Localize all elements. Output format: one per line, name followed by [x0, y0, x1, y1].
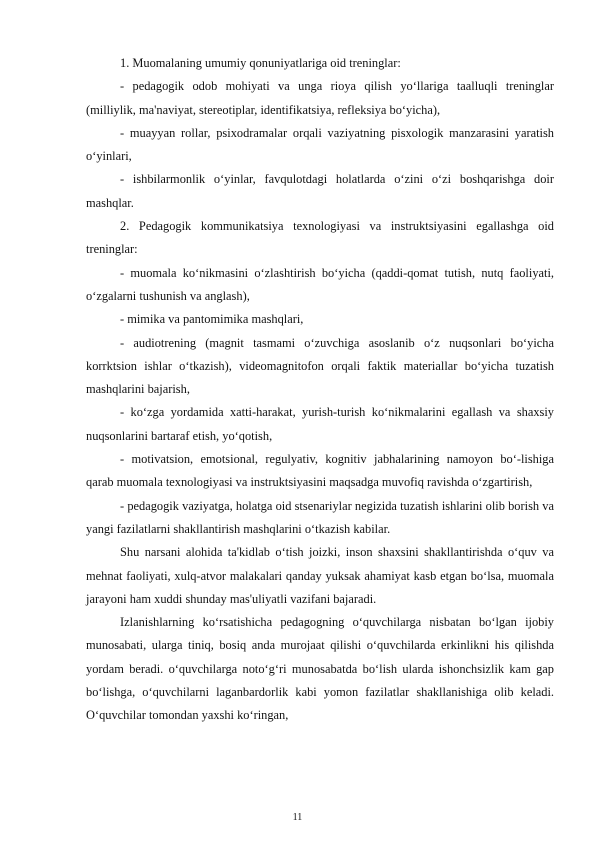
section-heading-1: 1. Muomalaning umumiy qonuniyatlariga oid treninglar:: [120, 56, 401, 70]
list-item: - muayyan rollar, psixodramalar orqali vaziyatning pisxologik manzarasini yaratish o‘yinlari,: [86, 125, 554, 164]
list-item: - muomala ko‘nikmasini o‘zlashtirish bo‘yicha (qaddi-qomat tutish, nutq faoliyati, o‘zgalarni tushunish va anglash),: [86, 265, 554, 303]
list-item: - pedagogik odob mohiyati va unga rioya qilish yo‘llariga taalluqli treninglar (milliylik, ma'naviyat, stereotiplar, identifikatsiya, refleksiya bo‘yicha),: [86, 79, 554, 117]
section-heading-2: 2. Pedagogik kommunikatsiya texnologiyasi va instruktsiyasini egallashga oid treninglar:: [86, 219, 554, 257]
list-item: - motivatsion, emotsional, regulyativ, kognitiv jabhalarining namoyon bo‘-lishiga qarab muomala texnologiyasi va instruktsiyasini maqsadga muvofiq ravishda o‘zgartirish,: [86, 452, 554, 490]
list-item: - ishbilarmonlik o‘yinlar, favqulotdagi holatlarda o‘zini o‘zi boshqarishga doir mashqlar.: [86, 172, 554, 210]
page-number: 11: [292, 812, 303, 823]
body-paragraph: Izlanishlarning ko‘rsatishicha pedagogning o‘quvchilarga nisbatan bo‘lgan ijobiy munosabati, ularga tiniq, bosiq anda murojaat qilishi o‘quvchilarda erkinlikni his qilishda yordam beradi. o‘quvchilarga noto‘g‘ri munosabatda bo‘lish ularda ishonchsizlik kam gap bo‘lishga, o‘quvchilarni laganbardorlik kabi yomon fazilatlar shakllanishiga olib keladi. O‘quvchilar tomondan yaxshi ko‘ringan,: [86, 615, 554, 723]
list-item: - ko‘zga yordamida xatti-harakat, yurish-turish ko‘nikmalarini egallash va shaxsiy nuqsonlarini bartaraf etish, yo‘qotish,: [86, 405, 554, 443]
body-text: [86, 52, 554, 728]
body-paragraph: Shu narsani alohida ta'kidlab o‘tish joizki, inson shaxsini shakllantirishda o‘quv va mehnat faoliyati, xulq-atvor malakalari qanday yuksak ahamiyat kasb etgan bo‘lsa, muomala jarayoni ham xuddi shunday mas'uliyatli vazifani bajaradi.: [86, 545, 554, 606]
list-item: - audiotrening (magnit tasmami o‘zuvchiga asoslanib o‘z nuqsonlari bo‘yicha korrktsion ishlar o‘tkazish), videomagnitofon orqali faktik materiallar bo‘yicha tuzatish mashqlarini bajarish,: [86, 335, 554, 397]
list-item: - pedagogik vaziyatga, holatga oid stsenariylar negizida tuzatish ishlarini olib borish va yangi fazilatlarni shakllantirish mashqlarini o‘tkazish kabilar.: [86, 498, 554, 536]
list-item: - mimika va pantomimika mashqlari,: [120, 312, 304, 327]
